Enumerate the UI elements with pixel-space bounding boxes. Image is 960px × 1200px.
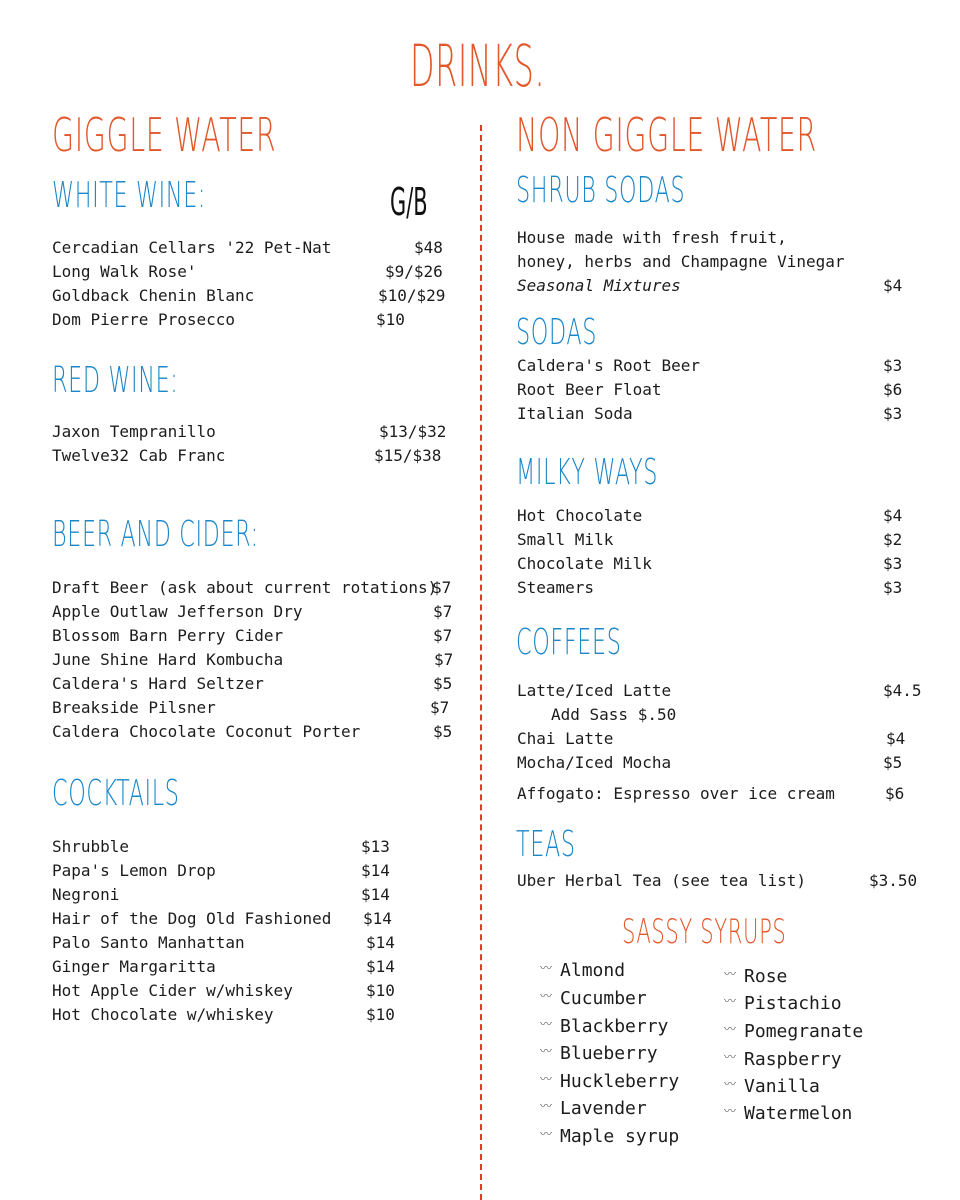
syrup-item: 〰 Pomegranate <box>724 1021 864 1042</box>
menu-item: Hair of the Dog Old Fashioned $14 <box>52 909 392 928</box>
menu-item: Hot Chocolate $4 <box>517 506 903 525</box>
shrub-sodas-heading: SHRUB SODAS <box>516 170 686 211</box>
sodas-heading: SODAS <box>516 312 598 353</box>
menu-item: Breakside Pilsner $7 <box>52 698 450 717</box>
menu-item: Mocha/Iced Mocha $5 <box>517 753 903 772</box>
milky-ways-heading: MILKY WAYS <box>516 452 659 493</box>
menu-item: Caldera's Hard Seltzer $5 <box>52 674 453 693</box>
menu-item: Small Milk $2 <box>517 530 903 549</box>
column-divider <box>480 125 482 1200</box>
white-wine-heading: WHITE WINE: <box>52 175 207 216</box>
tilde-icon: 〰 <box>540 1072 553 1086</box>
tilde-icon: 〰 <box>724 1077 737 1091</box>
tilde-icon: 〰 <box>540 1044 553 1058</box>
sassy-syrups-heading: SASSY SYRUPS <box>622 912 787 952</box>
menu-item: Hot Apple Cider w/whiskey $10 <box>52 981 395 1000</box>
menu-item: Twelve32 Cab Franc $15/$38 <box>52 446 442 465</box>
syrup-item: 〰 Blackberry <box>540 1016 669 1037</box>
menu-item: Dom Pierre Prosecco $10 <box>52 310 405 329</box>
shrub-description-line: House made with fresh fruit, <box>517 228 787 247</box>
non-giggle-water-heading: NON GIGGLE WATER <box>516 108 817 162</box>
menu-item: Draft Beer (ask about current rotations) $7 <box>52 578 452 597</box>
menu-item: Negroni $14 <box>52 885 390 904</box>
syrup-item: 〰 Blueberry <box>540 1043 658 1064</box>
menu-item: Affogato: Espresso over ice cream $6 <box>517 784 905 803</box>
menu-item: Chai Latte $4 <box>517 729 906 748</box>
glass-bottle-label: G/B <box>390 180 428 224</box>
menu-item: Caldera Chocolate Coconut Porter $5 <box>52 722 453 741</box>
tilde-icon: 〰 <box>540 1017 553 1031</box>
menu-item: Hot Chocolate w/whiskey $10 <box>52 1005 395 1024</box>
syrup-item: 〰 Cucumber <box>540 988 647 1009</box>
syrup-item: 〰 Raspberry <box>724 1049 842 1070</box>
menu-item: Ginger Margaritta $14 <box>52 957 395 976</box>
menu-item: Papa's Lemon Drop $14 <box>52 861 390 880</box>
menu-item: Seasonal Mixtures $4 <box>517 276 903 295</box>
syrup-item: 〰 Pistachio <box>724 993 842 1014</box>
menu-item: Root Beer Float $6 <box>517 380 903 399</box>
teas-heading: TEAS <box>516 824 576 865</box>
page-title: DRINKS. <box>410 32 546 100</box>
menu-item: Latte/Iced Latte $4.5 <box>517 681 922 700</box>
tilde-icon: 〰 <box>724 994 737 1008</box>
red-wine-heading: RED WINE: <box>52 360 179 401</box>
menu-item: Goldback Chenin Blanc $10/$29 <box>52 286 446 305</box>
tilde-icon: 〰 <box>724 1050 737 1064</box>
tilde-icon: 〰 <box>540 1099 553 1113</box>
syrup-item: 〰 Lavender <box>540 1098 647 1119</box>
beer-cider-heading: BEER AND CIDER: <box>52 514 259 555</box>
menu-item: Apple Outlaw Jefferson Dry $7 <box>52 602 453 621</box>
tilde-icon: 〰 <box>724 1022 737 1036</box>
tilde-icon: 〰 <box>540 1127 553 1141</box>
menu-item: Long Walk Rose' $9/$26 <box>52 262 443 281</box>
add-sass-note: Add Sass $.50 <box>551 705 677 724</box>
syrup-item: 〰 Watermelon <box>724 1103 853 1124</box>
menu-item: June Shine Hard Kombucha $7 <box>52 650 454 669</box>
menu-item: Caldera's Root Beer $3 <box>517 356 903 375</box>
menu-item: Italian Soda $3 <box>517 404 903 423</box>
syrup-item: 〰 Rose <box>724 966 788 987</box>
menu-item: Palo Santo Manhattan $14 <box>52 933 395 952</box>
syrup-item: 〰 Huckleberry <box>540 1071 680 1092</box>
tilde-icon: 〰 <box>724 967 737 981</box>
syrup-item: 〰 Vanilla <box>724 1076 820 1097</box>
cocktails-heading: COCKTAILS <box>52 773 180 814</box>
tilde-icon: 〰 <box>724 1104 737 1118</box>
menu-item: Shrubble $13 <box>52 837 390 856</box>
shrub-description-line: honey, herbs and Champagne Vinegar <box>517 252 845 271</box>
menu-item: Jaxon Tempranillo $13/$32 <box>52 422 447 441</box>
syrup-item: 〰 Almond <box>540 960 626 981</box>
menu-item: Uber Herbal Tea (see tea list) $3.50 <box>517 871 918 890</box>
tilde-icon: 〰 <box>540 961 553 975</box>
syrup-item: 〰 Maple syrup <box>540 1126 680 1147</box>
menu-item: Steamers $3 <box>517 578 903 597</box>
menu-item: Cercadian Cellars '22 Pet-Nat $48 <box>52 238 443 257</box>
menu-item: Blossom Barn Perry Cider $7 <box>52 626 453 645</box>
tilde-icon: 〰 <box>540 989 553 1003</box>
coffees-heading: COFFEES <box>516 622 622 663</box>
menu-item: Chocolate Milk $3 <box>517 554 903 573</box>
giggle-water-heading: GIGGLE WATER <box>52 108 277 162</box>
